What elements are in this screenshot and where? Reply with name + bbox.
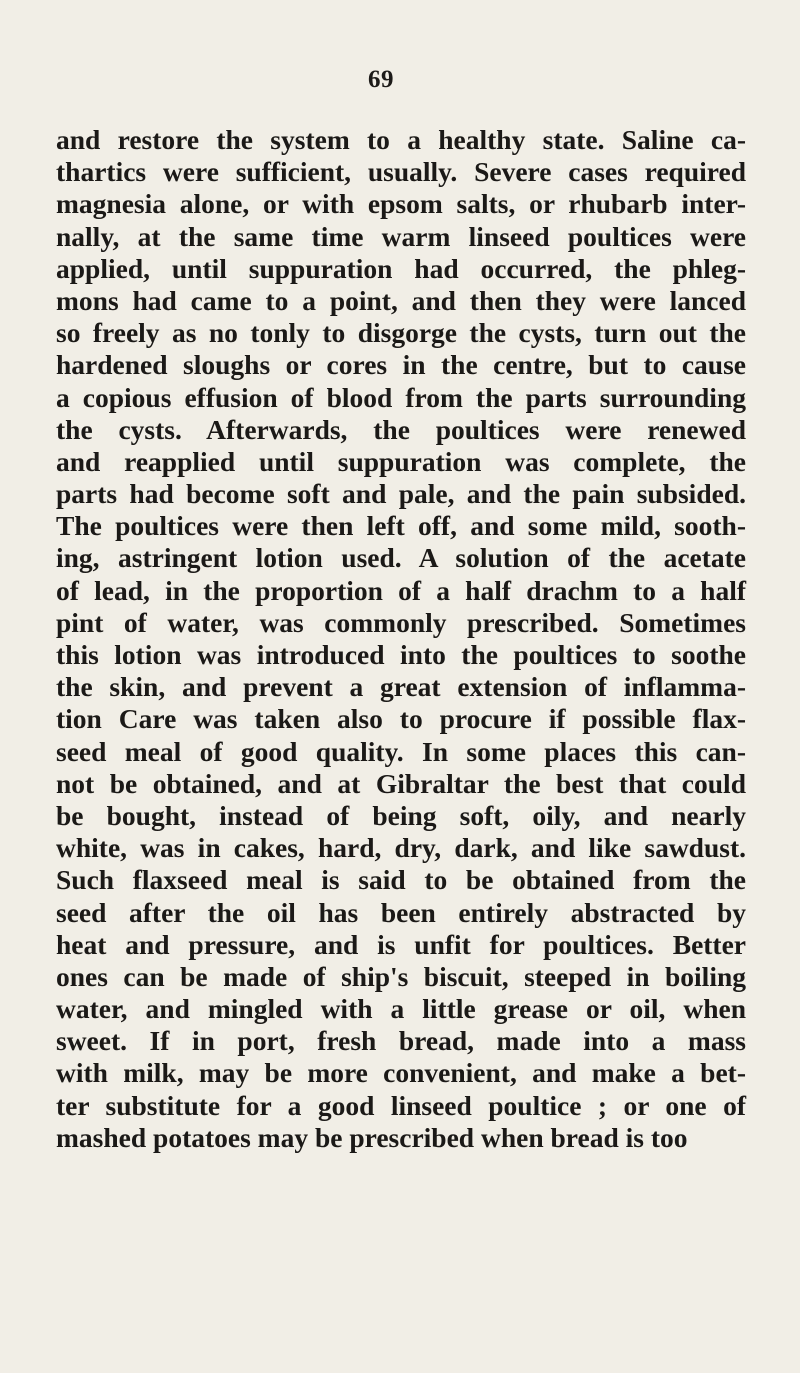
- text-line: the cysts. Afterwards, the poultices were renewed: [56, 413, 746, 445]
- text-line: hardened sloughs or cores in the centre, but to cause: [56, 349, 746, 381]
- text-line: applied, until suppuration had occurred, the phleg-: [56, 252, 746, 284]
- text-line: the skin, and prevent a great extension of inflamma-: [56, 671, 746, 703]
- text-line: magnesia alone, or with epsom salts, or rhubarb inter-: [56, 188, 746, 220]
- text-line: and reapplied until suppuration was complete, the: [56, 445, 746, 477]
- text-line: with milk, may be more convenient, and make a bet-: [56, 1057, 746, 1089]
- text-line: ones can be made of ship's biscuit, steeped in boiling: [56, 960, 746, 992]
- text-line: of lead, in the proportion of a half drachm to a half: [56, 574, 746, 606]
- text-line: thartics were sufficient, usually. Severe cases required: [56, 156, 746, 188]
- text-line: so freely as no tonly to disgorge the cysts, turn out the: [56, 317, 746, 349]
- text-line: mons had came to a point, and then they were lanced: [56, 284, 746, 316]
- text-line: be bought, instead of being soft, oily, and nearly: [56, 799, 746, 831]
- text-line: not be obtained, and at Gibraltar the best that could: [56, 767, 746, 799]
- text-line: mashed potatoes may be prescribed when bread is too: [56, 1121, 688, 1153]
- text-line: a copious effusion of blood from the parts surrounding: [56, 381, 746, 413]
- text-line: and restore the system to a healthy state. Saline ca-: [56, 124, 746, 155]
- text-line: nally, at the same time warm linseed poultices were: [56, 220, 746, 252]
- text-line: heat and pressure, and is unfit for poultices. Better: [56, 928, 746, 960]
- text-line: seed meal of good quality. In some places this can-: [56, 735, 746, 767]
- body-text: [56, 124, 746, 1154]
- text-line: parts had become soft and pale, and the pain subsided.: [56, 478, 746, 510]
- text-line: tion Care was taken also to procure if possible flax-: [56, 703, 746, 735]
- text-line: The poultices were then left off, and some mild, sooth-: [56, 510, 746, 542]
- text-line: water, and mingled with a little grease or oil, when: [56, 993, 746, 1025]
- text-line: sweet. If in port, fresh bread, made into a mass: [56, 1025, 746, 1057]
- text-line: white, was in cakes, hard, dry, dark, and like sawdust.: [56, 832, 746, 864]
- text-line: Such flaxseed meal is said to be obtained from the: [56, 864, 746, 896]
- text-line: ter substitute for a good linseed poultice ; or one of: [56, 1089, 746, 1121]
- text-line: seed after the oil has been entirely abstracted by: [56, 896, 746, 928]
- text-line: ing, astringent lotion used. A solution of the acetate: [56, 542, 746, 574]
- page-number: 69: [368, 66, 394, 93]
- text-line: pint of water, was commonly prescribed. Sometimes: [56, 606, 746, 638]
- text-line: this lotion was introduced into the poultices to soothe: [56, 639, 746, 670]
